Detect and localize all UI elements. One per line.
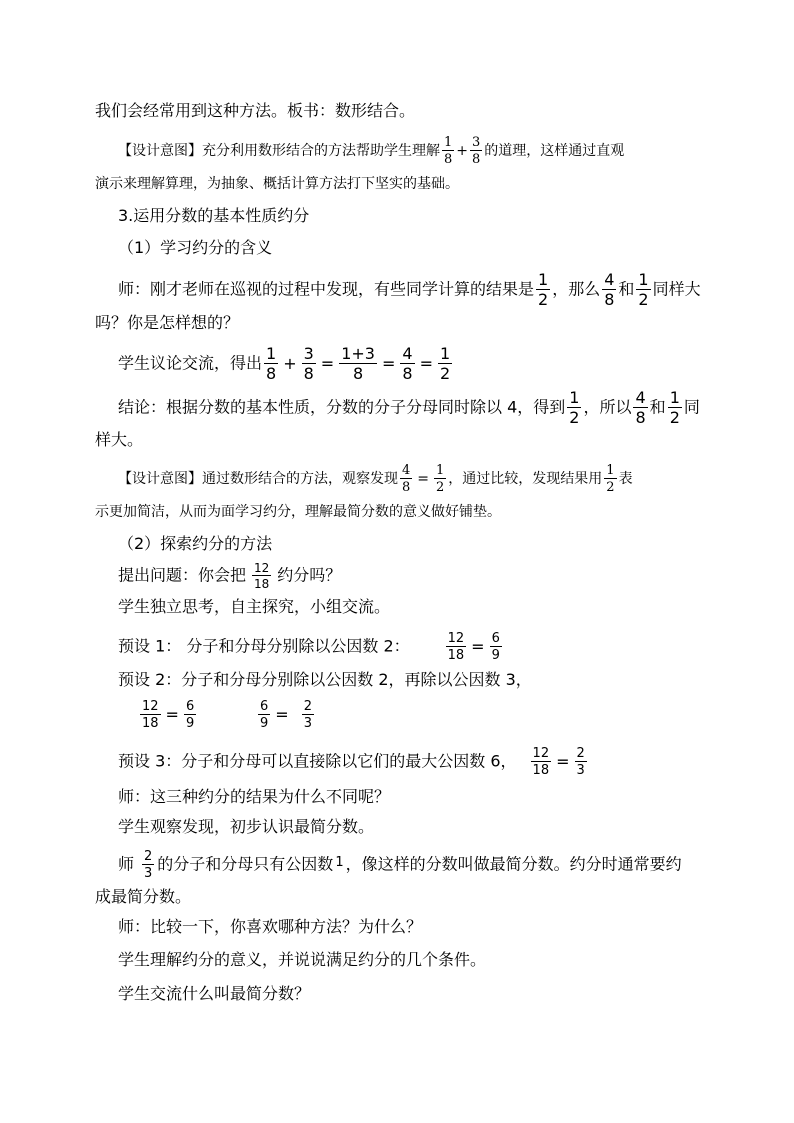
fraction: $\frac{1}{2}$	[669, 388, 680, 427]
fraction: $\frac{2}{3}$	[576, 746, 585, 778]
fraction: $\frac{1}{2}$	[569, 388, 580, 427]
fraction: $\frac{1+3}{8}$	[341, 344, 375, 383]
design-intent-2-line2: 示更加简洁，从而为面学习约分，理解最简分数的意义做好铺垫。	[95, 504, 501, 520]
fraction: $\frac{1}{2}$	[606, 463, 615, 495]
fraction: $\frac{12}{18}$	[532, 746, 550, 778]
preset-1: 预设 1： 分子和分母分别除以公因数 2： $\frac{12}{18}$ = $\frac{6}{9}$	[118, 631, 500, 663]
preset-3: 预设 3：分子和分母可以直接除以它们的最大公因数 6， $\frac{12}{18}$ = $\frac{2}{3}$	[118, 746, 585, 778]
design-intent-1-line2: 演示来理解算理，为抽象、概括计算方法打下坚实的基础。	[95, 176, 459, 192]
fraction: $\frac{1}{8}$	[266, 344, 277, 383]
fraction: $\frac{1}{2}$	[439, 344, 451, 383]
subsection-heading-2: （2）探索约分的方法	[118, 534, 273, 553]
independent-thinking: 学生独立思考，自主探究，小组交流。	[118, 597, 391, 616]
fraction: $\frac{3}{8}$	[472, 135, 481, 167]
fraction: $\frac{12}{18}$	[254, 561, 270, 591]
teacher-explanation-line2: 成最简分数。	[95, 887, 192, 906]
fraction: $\frac{3}{8}$	[303, 344, 314, 383]
design-intent-tag: 【设计意图】	[118, 471, 202, 487]
teacher-question-2: 师：这三种约分的结果为什么不同呢？	[118, 787, 391, 806]
fraction: $\frac{6}{9}$	[185, 699, 195, 731]
subsection-heading-1: （1）学习约分的含义	[118, 238, 273, 257]
student-understanding: 学生理解约分的意义，并说说满足约分的几个条件。	[118, 950, 487, 969]
fraction: $\frac{4}{8}$	[604, 270, 615, 309]
design-intent-2: 【设计意图】通过数形结合的方法，观察发现 $\frac{4}{8}$ = $\frac{1}{2}$ ，通过比较，发现结果用 $\frac{1}{2}$ 表	[118, 463, 633, 495]
fraction: $\frac{4}{8}$	[635, 388, 646, 427]
fraction: $\frac{1}{2}$	[638, 270, 649, 309]
conclusion: 结论：根据分数的基本性质，分数的分子分母同时除以 4，得到 $\frac{1}{2}$ ，所以 $\frac{4}{8}$ 和 $\frac{1}{2}$ 同	[118, 388, 700, 427]
student-exchange: 学生交流什么叫最简分数？	[118, 984, 311, 1003]
preset-2-equation-b: $\frac{6}{9}$ = $\frac{2}{3}$	[260, 699, 312, 731]
paragraph-method: 我们会经常用到这种方法。板书：数形结合。	[95, 101, 416, 120]
conclusion-line2: 样大。	[95, 430, 144, 449]
teacher-question-1: 师：刚才老师在巡视的过程中发现，有些同学计算的结果是 $\frac{1}{2}$ ，那么 $\frac{4}{8}$ 和 $\frac{1}{2}$ 同样大	[118, 270, 701, 309]
fraction: $\frac{6}{9}$	[260, 699, 269, 731]
fraction: $\frac{12}{18}$	[142, 699, 159, 731]
fraction: $\frac{1}{2}$	[436, 463, 445, 495]
fraction: $\frac{4}{8}$	[402, 463, 411, 495]
section-heading-3: 3.运用分数的基本性质约分	[118, 206, 310, 225]
fraction: $\frac{4}{8}$	[402, 344, 413, 383]
teacher-question-1-line2: 吗？你是怎样想的？	[95, 313, 240, 332]
question: 提出问题：你会把 $\frac{12}{18}$ 约分吗？	[118, 561, 342, 591]
student-discussion: 学生议论交流，得出 $\frac{1}{8}$ + $\frac{3}{8}$ = $\frac{1+3}{8}$ = $\frac{4}{8}$ = $\frac{1}{2}$	[118, 344, 451, 383]
preset-2: 预设 2：分子和分母分别除以公因数 2，再除以公因数 3，	[118, 670, 532, 689]
design-intent-tag: 【设计意图】	[118, 143, 202, 159]
fraction: $\frac{12}{18}$	[447, 631, 465, 663]
fraction: $\frac{2}{3}$	[144, 849, 153, 881]
fraction: $\frac{1}{2}$	[538, 270, 549, 309]
teacher-explanation: 师 $\frac{2}{3}$ 的分子和分母只有公因数 $^1$ ，像这样的分数叫做最简分数。约分时通常要约	[118, 849, 682, 881]
fraction: $\frac{6}{9}$	[491, 631, 500, 663]
teacher-question-3: 师：比较一下，你喜欢哪种方法？为什么？	[118, 917, 423, 936]
fraction: $\frac{2}{3}$	[303, 699, 312, 731]
design-intent-1: 【设计意图】充分利用数形结合的方法帮助学生理解 $\frac{1}{8}$ + $\frac{3}{8}$ 的道理，这样通过直观	[118, 135, 625, 167]
fraction: $\frac{1}{8}$	[444, 135, 453, 167]
preset-2-equation-a: $\frac{12}{18}$ = $\frac{6}{9}$	[142, 699, 195, 731]
student-observation: 学生观察发现，初步认识最简分数。	[118, 817, 375, 836]
